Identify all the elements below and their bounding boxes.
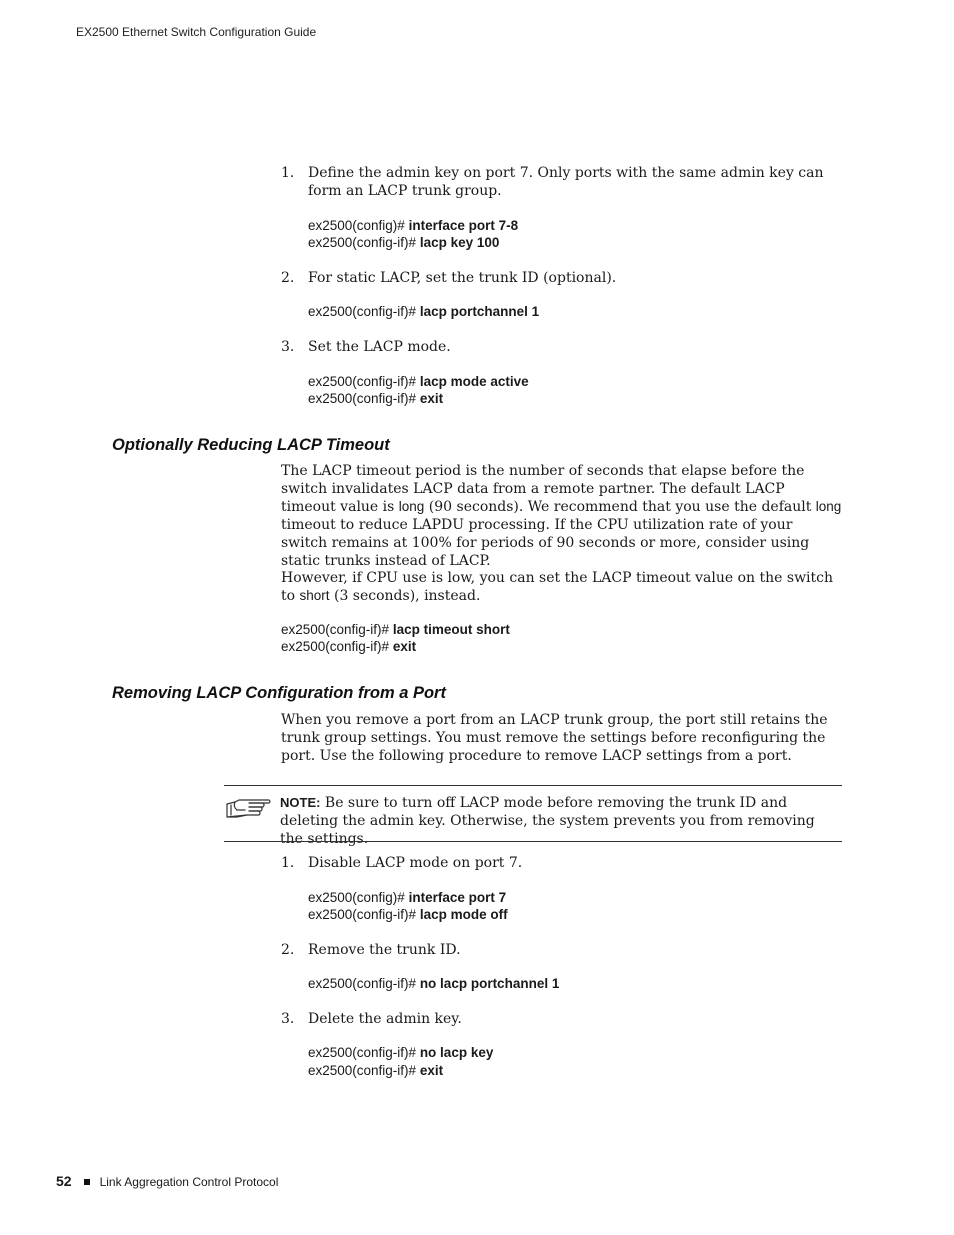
cli-command: exit (419, 391, 444, 406)
cli-prompt: ex2500(config-if)# (308, 304, 420, 319)
cli-command: exit (392, 639, 417, 654)
cli-prompt: ex2500(config-if)# (308, 907, 420, 922)
cli-command: exit (419, 1063, 444, 1078)
paragraph (281, 462, 843, 570)
command-line (308, 975, 559, 992)
page-footer (56, 1173, 278, 1189)
cli-prompt: ex2500(config-if)# (281, 622, 393, 637)
cli-command: interface port 7-8 (408, 218, 519, 233)
command-line (308, 217, 518, 234)
cli-prompt: ex2500(config-if)# (308, 374, 420, 389)
note-top-rule (224, 785, 842, 786)
cli-command: lacp timeout short (392, 622, 510, 637)
note (280, 794, 842, 848)
paragraph-text: (3 seconds), instead. (329, 588, 481, 604)
step-text: Define the admin key on port 7. Only ports with the same admin key can form an LACP trunk group. (308, 165, 824, 199)
paragraph-text: timeout to reduce LAPDU processing. If the CPU utilization rate of your switch remains at 100% for periods of 90 seconds or more, consider using static trunks instead of LACP. (281, 517, 810, 569)
step-1 (281, 854, 841, 872)
step-text: Delete the admin key. (308, 1011, 462, 1027)
paragraph-text: (90 seconds). We recommend that you use the default (424, 499, 816, 515)
command-line (281, 638, 416, 655)
cli-command: lacp mode active (419, 374, 529, 389)
command-line (308, 303, 539, 320)
cli-prompt: ex2500(config-if)# (308, 235, 420, 250)
step-3 (281, 1010, 841, 1028)
step-2 (281, 269, 841, 287)
pointing-hand-icon (225, 797, 273, 823)
note-bottom-rule (224, 841, 842, 842)
command-line (308, 390, 443, 407)
cli-prompt: ex2500(config-if)# (281, 639, 393, 654)
cli-prompt: ex2500(config-if)# (308, 391, 420, 406)
paragraph-text: The LACP timeout period is the number of seconds that elapse before the switch invalidates LACP data from a remote partner. The default LACP timeout value is (281, 463, 805, 515)
step-number: 2. (281, 942, 295, 958)
step-2 (281, 941, 841, 959)
section-title: Optionally Reducing LACP Timeout (112, 436, 390, 454)
command-line (308, 889, 506, 906)
running-header: EX2500 Ethernet Switch Configuration Guide (76, 25, 317, 39)
cli-command: interface port 7 (408, 890, 507, 905)
section-title: Removing LACP Configuration from a Port (112, 684, 446, 702)
keyword: long (815, 499, 842, 514)
step-number: 3. (281, 339, 295, 355)
note-label: NOTE: (280, 795, 321, 810)
cli-prompt: ex2500(config)# (308, 890, 409, 905)
command-line (308, 234, 499, 251)
step-text: Set the LACP mode. (308, 339, 451, 355)
step-number: 2. (281, 270, 295, 286)
cli-prompt: ex2500(config)# (308, 218, 409, 233)
step-text: For static LACP, set the trunk ID (optional). (308, 270, 617, 286)
page-number: 52 (56, 1173, 72, 1189)
step-text: Remove the trunk ID. (308, 942, 461, 958)
cli-command: no lacp portchannel 1 (419, 976, 560, 991)
paragraph-text: However, if CPU use is low, you can set the LACP timeout value on the switch to (281, 570, 834, 604)
step-text: Disable LACP mode on port 7. (308, 855, 523, 871)
command-line (308, 1062, 443, 1079)
command-line (308, 1044, 493, 1061)
step-number: 3. (281, 1011, 295, 1027)
step-number: 1. (281, 855, 295, 871)
cli-prompt: ex2500(config-if)# (308, 1063, 420, 1078)
cli-prompt: ex2500(config-if)# (308, 976, 420, 991)
cli-command: lacp key 100 (419, 235, 500, 250)
paragraph (281, 569, 843, 605)
step-1 (281, 164, 841, 200)
cli-command: lacp portchannel 1 (419, 304, 540, 319)
cli-command: no lacp key (419, 1045, 494, 1060)
step-3 (281, 338, 841, 356)
keyword: short (299, 588, 330, 603)
square-bullet-icon (84, 1179, 90, 1185)
command-line (281, 621, 510, 638)
chapter-title: Link Aggregation Control Protocol (99, 1175, 279, 1189)
paragraph: When you remove a port from an LACP trunk group, the port still retains the trunk group settings. You must remove the settings before reconfiguring the port. Use the following procedure to remove LACP settings from a port. (281, 712, 828, 764)
command-line (308, 906, 508, 923)
cli-command: lacp mode off (419, 907, 508, 922)
cli-prompt: ex2500(config-if)# (308, 1045, 420, 1060)
note-text: Be sure to turn off LACP mode before removing the trunk ID and deleting the admin key. Otherwise, the system prevents you from removing the settings. (280, 795, 815, 847)
command-line (308, 373, 529, 390)
keyword: long (398, 499, 425, 514)
step-number: 1. (281, 165, 295, 181)
